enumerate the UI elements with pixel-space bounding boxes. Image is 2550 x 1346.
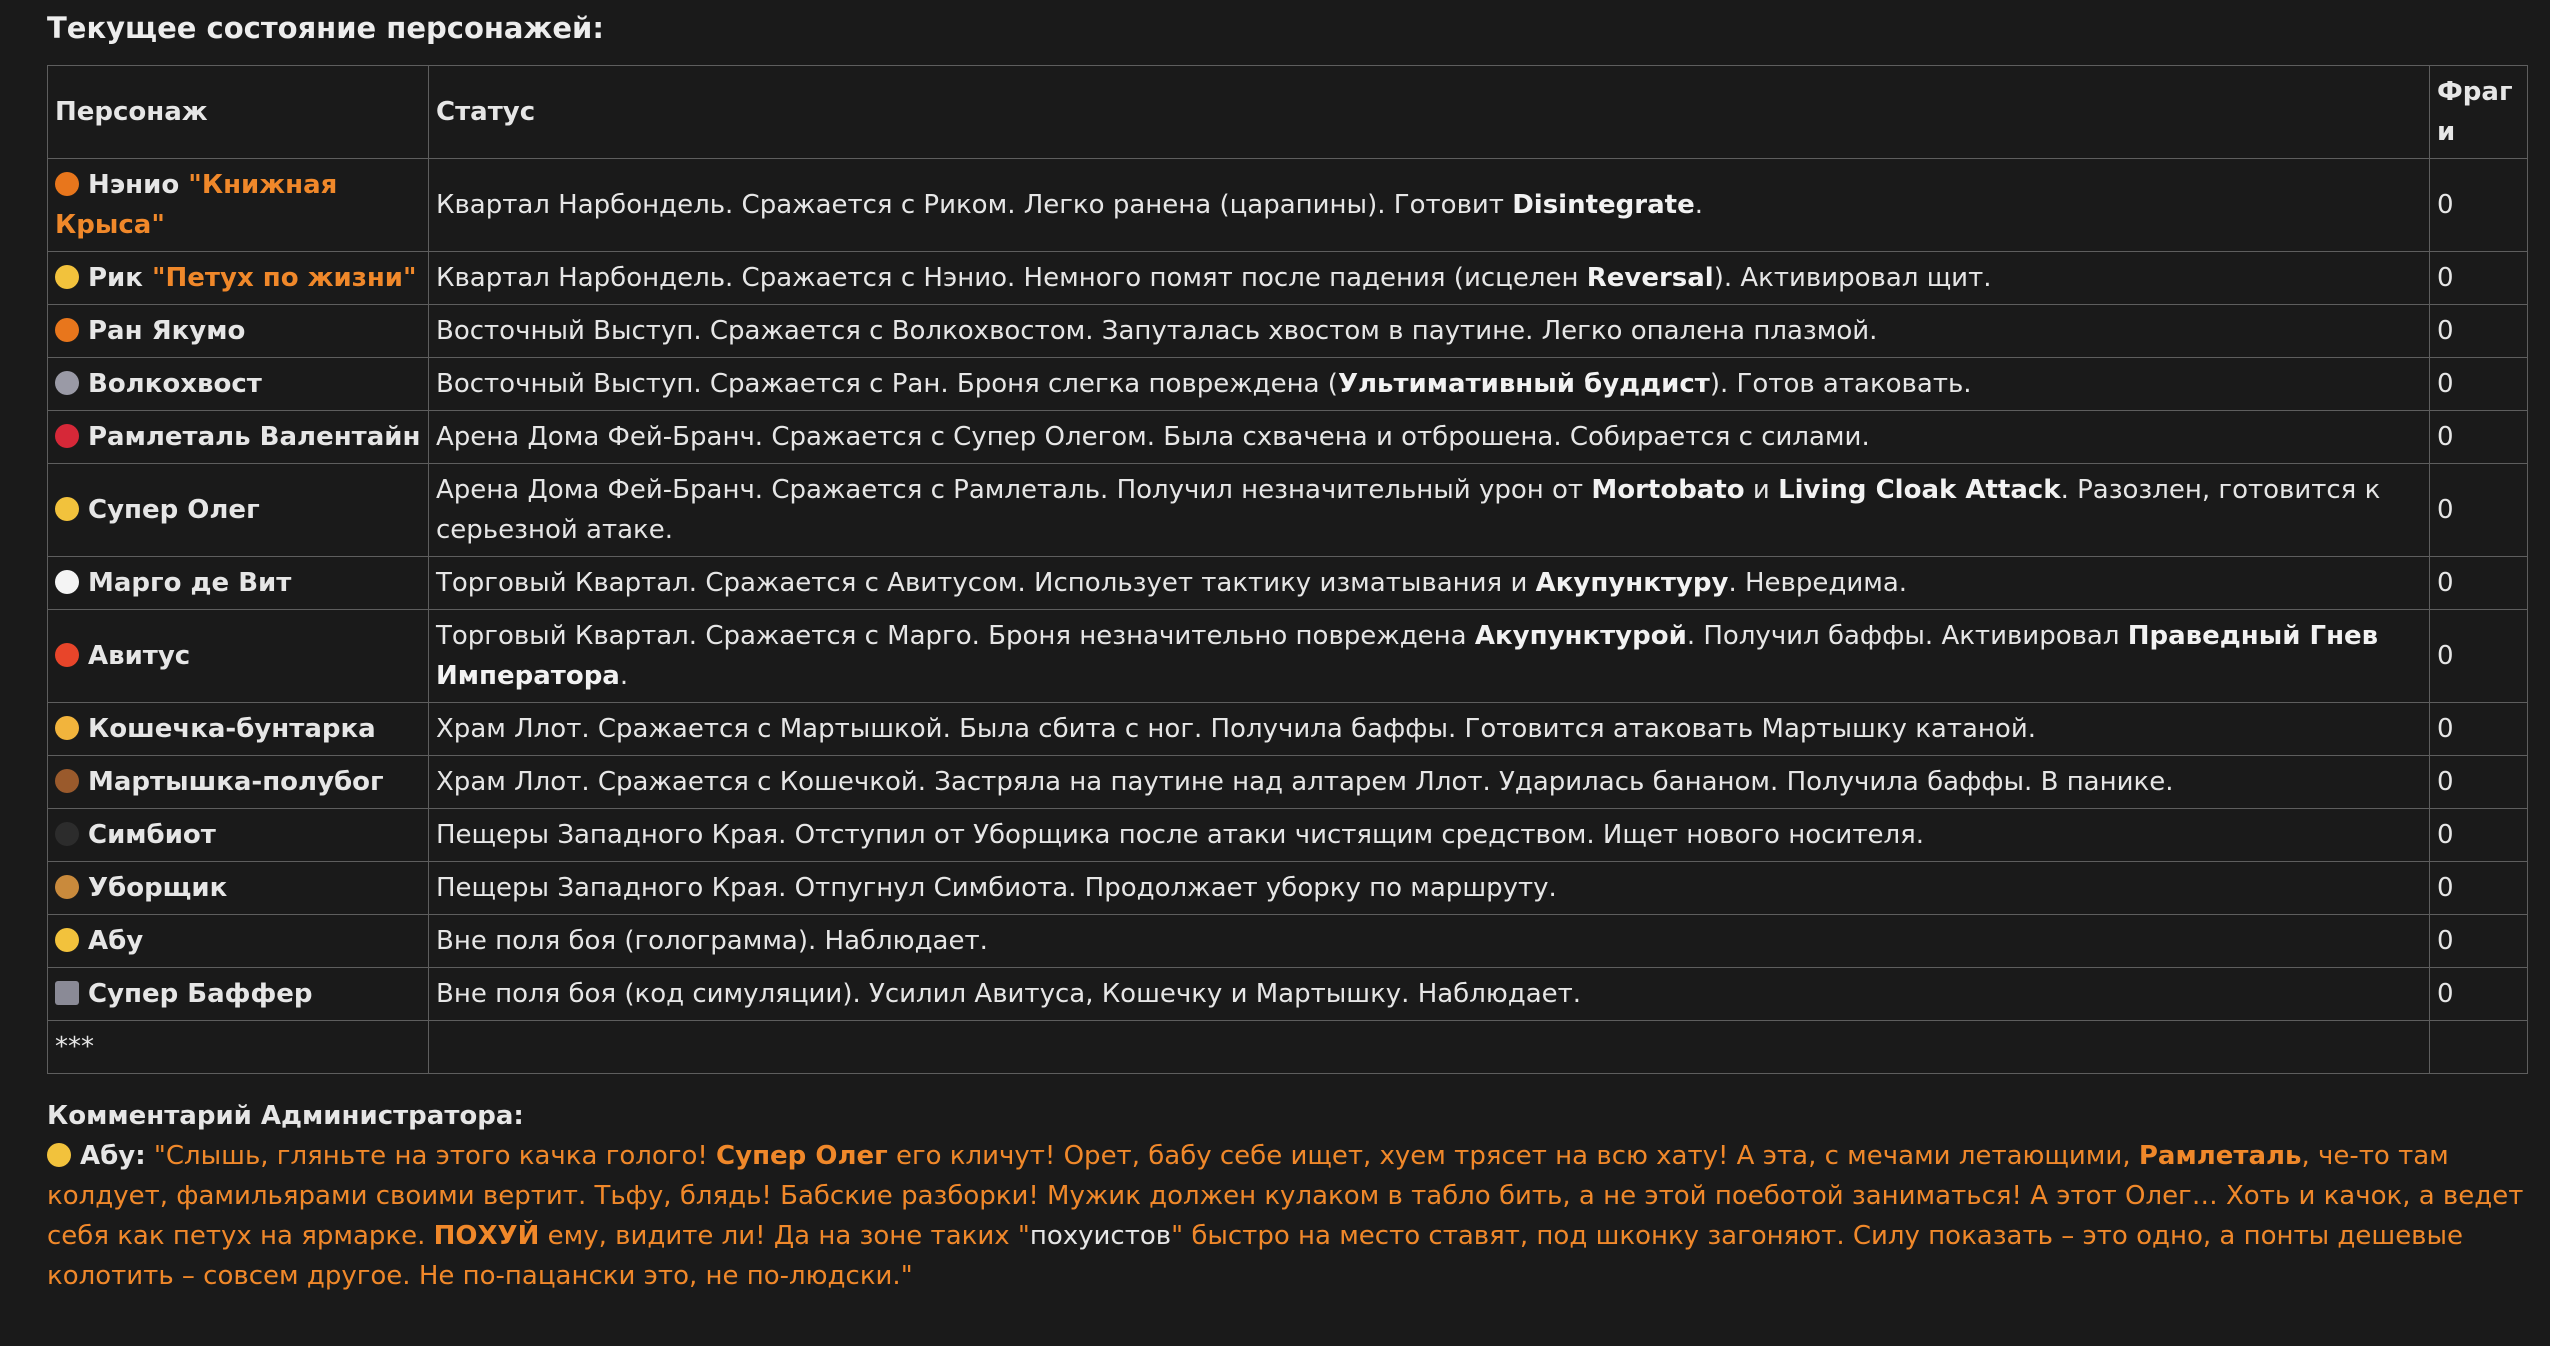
monkey-emoji xyxy=(55,769,79,793)
admin-comment-title: Комментарий Администратора: xyxy=(47,1101,524,1131)
bold-term: Mortobato xyxy=(1591,475,1745,505)
character-cell xyxy=(48,809,429,862)
text-segment: Торговый Квартал. Сражается с Марго. Броня незначительно повреждена xyxy=(436,621,1475,651)
character-name: Марго де Вит xyxy=(88,568,292,598)
text-segment: . xyxy=(619,661,629,691)
frags-cell: 0 xyxy=(2430,358,2528,411)
table-row xyxy=(48,358,2528,411)
bold-term: Reversal xyxy=(1586,263,1714,293)
table-row xyxy=(48,411,2528,464)
frags-cell: 0 xyxy=(2430,557,2528,610)
table-row xyxy=(48,703,2528,756)
frags-cell: 0 xyxy=(2430,464,2528,557)
table-row xyxy=(48,915,2528,968)
frags-cell: 0 xyxy=(2430,610,2528,703)
cat-emoji xyxy=(55,716,79,740)
character-name: Супер Баффер xyxy=(88,979,313,1009)
page-heading: Текущее состояние персонажей: xyxy=(47,11,604,45)
text-segment: и xyxy=(1744,475,1779,505)
text-segment: Вне поля боя (голограмма). Наблюдает. xyxy=(436,926,988,956)
character-cell xyxy=(48,252,429,305)
bold-term: ПОХУЙ xyxy=(433,1221,540,1251)
character-cell xyxy=(48,411,429,464)
text-segment: Торговый Квартал. Сражается с Авитусом. Использует тактику изматывания и xyxy=(436,568,1536,598)
table-row xyxy=(48,968,2528,1021)
frags-cell: 0 xyxy=(2430,968,2528,1021)
text-segment: Пещеры Западного Края. Отпугнул Симбиота. Продолжает уборку по маршруту. xyxy=(436,873,1557,903)
status-cell xyxy=(429,557,2430,610)
footer-cell: *** xyxy=(48,1021,429,1074)
turban-man-emoji xyxy=(55,928,79,952)
character-name: Кошечка-бунтарка xyxy=(88,714,376,744)
character-cell xyxy=(48,968,429,1021)
table-header-row xyxy=(48,66,2528,159)
bold-term: Праведный Гнев Императора xyxy=(436,621,2379,691)
status-cell xyxy=(429,703,2430,756)
collision-emoji xyxy=(55,643,79,667)
bold-term: Disintegrate xyxy=(1512,190,1695,220)
frags-cell: 0 xyxy=(2430,411,2528,464)
character-cell xyxy=(48,703,429,756)
column-header-frags: Фраги xyxy=(2430,66,2528,159)
table-row xyxy=(48,159,2528,252)
bold-term: Ультимативный буддист xyxy=(1337,369,1710,399)
table-row xyxy=(48,252,2528,305)
text-segment: его кличут! Орет, бабу себе ищет, хуем трясет на всю хату! А эта, с мечами летающими, xyxy=(887,1141,2139,1171)
text-segment: Храм Ллот. Сражается с Мартышкой. Была сбита с ног. Получила баффы. Готовится атаковать Мартышку катаной. xyxy=(436,714,2036,744)
text-segment: " быстро на место ставят, под шконку загоняют. Силу показать – это одно, а понты дешевые колотить – совсем другое. Не по-пацански это, не по-людски." xyxy=(47,1221,2464,1291)
character-name: Ран Якумо xyxy=(88,316,246,346)
admin-comment-text xyxy=(47,1136,2527,1296)
character-name: Симбиот xyxy=(88,820,216,850)
speaker-name: Абу: xyxy=(80,1141,146,1171)
status-cell xyxy=(429,159,2430,252)
text-segment: Восточный Выступ. Сражается с Ран. Броня слегка повреждена ( xyxy=(436,369,1338,399)
content xyxy=(47,0,2527,1296)
bold-term: Акупунктуру xyxy=(1535,568,1729,598)
frags-cell: 0 xyxy=(2430,703,2528,756)
character-cell xyxy=(48,915,429,968)
text-segment: ). Активировал щит. xyxy=(1713,263,1992,293)
character-cell xyxy=(48,159,429,252)
table-row xyxy=(48,305,2528,358)
column-header-status: Статус xyxy=(429,66,2430,159)
status-cell xyxy=(429,610,2430,703)
status-cell xyxy=(429,809,2430,862)
character-name: Авитус xyxy=(88,641,191,671)
text-segment: "Слышь, гляньте на этого качка голого! xyxy=(153,1141,717,1171)
frags-cell: 0 xyxy=(2430,809,2528,862)
table-row xyxy=(48,610,2528,703)
bold-term: Рамлеталь xyxy=(2138,1141,2302,1171)
table-body xyxy=(48,159,2528,1074)
status-cell xyxy=(429,968,2430,1021)
fox-emoji xyxy=(55,318,79,342)
frags-cell: 0 xyxy=(2430,915,2528,968)
television-emoji xyxy=(55,981,79,1005)
character-cell xyxy=(48,557,429,610)
character-cell xyxy=(48,756,429,809)
status-cell xyxy=(429,305,2430,358)
table-row xyxy=(48,557,2528,610)
characters-table xyxy=(47,65,2528,1074)
bold-term: Акупунктурой xyxy=(1474,621,1687,651)
text-segment: . xyxy=(1694,190,1703,220)
text-segment: Арена Дома Фей-Бранч. Сражается с Супер Олегом. Была схвачена и отброшена. Собирается с силами. xyxy=(436,422,1870,452)
text-segment: Квартал Нарбондель. Сражается с Нэнио. Немного помят после падения (исцелен xyxy=(436,263,1587,293)
eye-emoji xyxy=(55,570,79,594)
bold-term: Living Cloak Attack xyxy=(1778,475,2061,505)
wolf-emoji xyxy=(55,371,79,395)
text-segment: ). Готов атаковать. xyxy=(1709,369,1972,399)
text-segment: . Невредима. xyxy=(1728,568,1908,598)
status-cell xyxy=(429,358,2430,411)
character-name: Мартышка-полубог xyxy=(88,767,384,797)
table-row xyxy=(48,862,2528,915)
character-name: Супер Олег xyxy=(88,495,260,525)
frags-cell: 0 xyxy=(2430,305,2528,358)
character-name: Рамлеталь Валентайн xyxy=(88,422,421,452)
table-row xyxy=(48,809,2528,862)
footer-cell xyxy=(429,1021,2430,1074)
footer-cell xyxy=(2430,1021,2528,1074)
status-cell xyxy=(429,464,2430,557)
character-name: Волкохвост xyxy=(88,369,262,399)
bold-term: Супер Олег xyxy=(716,1141,888,1171)
column-header-character: Персонаж xyxy=(48,66,429,159)
character-name: Абу xyxy=(88,926,144,956)
character-nickname: "Книжная Крыса" xyxy=(55,170,338,240)
character-cell xyxy=(48,358,429,411)
text-segment: , че-то там колдует, фамильярами своими вертит. Тьфу, блядь! Бабские разборки! Мужик должен кулаком в табло бить, а не этой поеботой заниматься! А этот Олег… Хоть и качок, а ведет себя как петух на ярмарке. xyxy=(47,1141,2524,1251)
character-name: Нэнио xyxy=(88,170,180,200)
frags-cell: 0 xyxy=(2430,159,2528,252)
text-segment: ему, видите ли! Да на зоне таких " xyxy=(539,1221,1030,1251)
text-segment: Вне поля боя (код симуляции). Усилил Авитуса, Кошечку и Мартышку. Наблюдает. xyxy=(436,979,1582,1009)
text-segment: Квартал Нарбондель. Сражается с Риком. Легко ранена (царапины). Готовит xyxy=(436,190,1513,220)
character-cell xyxy=(48,862,429,915)
character-name: Уборщик xyxy=(88,873,228,903)
text-segment: . Получил баффы. Активировал xyxy=(1686,621,2128,651)
flexed-biceps-emoji xyxy=(55,497,79,521)
text-segment: Пещеры Западного Края. Отступил от Уборщика после атаки чистящим средством. Ищет нового носителя. xyxy=(436,820,1924,850)
text-segment: . Разозлен, готовится к серьезной атаке. xyxy=(436,475,2381,545)
face-emoji xyxy=(55,265,79,289)
character-name: Рик xyxy=(88,263,143,293)
frags-cell: 0 xyxy=(2430,252,2528,305)
status-cell xyxy=(429,411,2430,464)
status-cell xyxy=(429,252,2430,305)
quoted-word: похуистов xyxy=(1029,1221,1172,1251)
text-segment: Храм Ллот. Сражается с Кошечкой. Застряла на паутине над алтарем Ллот. Ударилась бананом. Получила баффы. В панике. xyxy=(436,767,2174,797)
table-row xyxy=(48,756,2528,809)
frags-cell: 0 xyxy=(2430,756,2528,809)
character-nickname: "Петух по жизни" xyxy=(151,263,417,293)
text-segment: Восточный Выступ. Сражается с Волкохвостом. Запуталась хвостом в паутине. Легко опалена плазмой. xyxy=(436,316,1878,346)
character-cell xyxy=(48,305,429,358)
turban-man-emoji xyxy=(47,1143,71,1167)
lips-emoji xyxy=(55,424,79,448)
broom-emoji xyxy=(55,875,79,899)
text-segment: Арена Дома Фей-Бранч. Сражается с Рамлеталь. Получил незначительный урон от xyxy=(436,475,1592,505)
table-footer-row xyxy=(48,1021,2528,1074)
fox-emoji xyxy=(55,172,79,196)
status-cell xyxy=(429,862,2430,915)
table-row xyxy=(48,464,2528,557)
status-cell xyxy=(429,756,2430,809)
status-cell xyxy=(429,915,2430,968)
character-cell xyxy=(48,610,429,703)
black-circle-emoji xyxy=(55,822,79,846)
character-cell xyxy=(48,464,429,557)
frags-cell: 0 xyxy=(2430,862,2528,915)
